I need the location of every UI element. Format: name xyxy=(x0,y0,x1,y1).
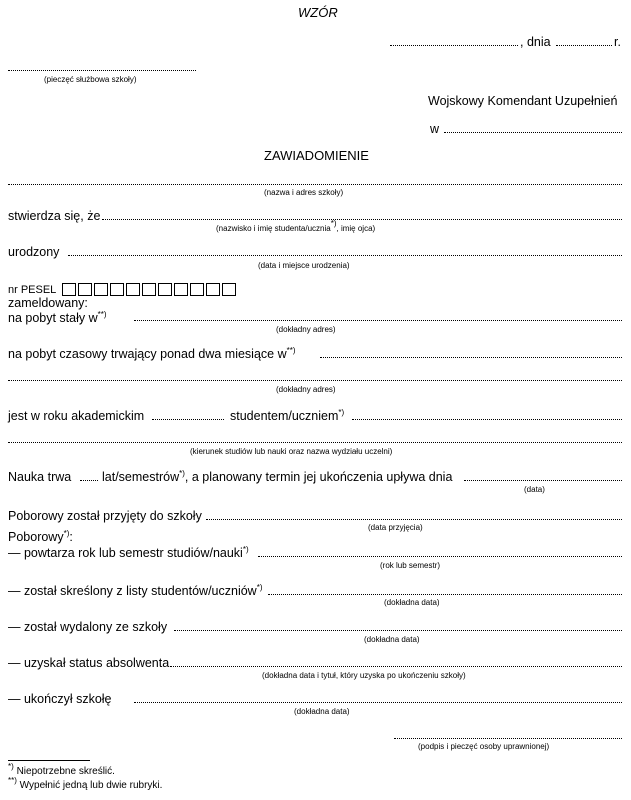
absolwent-label: — uzyskał status absolwenta xyxy=(8,656,170,670)
student-uczen-label: studentem/uczniem*) xyxy=(230,408,345,423)
pobyt-czasowy-caption: (dokładny adres) xyxy=(276,385,336,394)
nauka-label-rest: lat/semestrów*), a planowany termin jej ukończenia upływa dnia xyxy=(102,469,453,484)
expelled-date-field[interactable] xyxy=(174,630,622,631)
addressee-w: w xyxy=(430,122,440,136)
stwierdza-label: stwierdza się, że xyxy=(8,209,101,223)
school-stamp-field[interactable] xyxy=(8,70,196,71)
pesel-digit-box[interactable] xyxy=(94,283,108,296)
year-suffix: r. xyxy=(614,35,621,49)
school-caption: (nazwa i adres szkoły) xyxy=(264,188,344,197)
graduate-field[interactable] xyxy=(170,666,622,667)
addressee: Wojskowy Komendant Uzupełnień xyxy=(428,94,618,108)
urodzony-label: urodzony xyxy=(8,245,60,259)
nauka-label: Nauka trwa xyxy=(8,470,72,484)
stamp-caption: (pieczęć służbowa szkoły) xyxy=(44,75,137,84)
przyjety-caption: (data przyjęcia) xyxy=(368,523,423,532)
duration-field[interactable] xyxy=(80,480,98,481)
academic-year-field[interactable] xyxy=(152,419,224,420)
completed-date-field[interactable] xyxy=(134,702,622,703)
pesel-digit-box[interactable] xyxy=(222,283,236,296)
skreslony-label: — został skreślony z listy studentów/uczniów*) xyxy=(8,583,263,598)
pesel-digit-box[interactable] xyxy=(206,283,220,296)
school-field[interactable] xyxy=(8,184,622,185)
removed-date-field[interactable] xyxy=(268,594,622,595)
pesel-digit-box[interactable] xyxy=(190,283,204,296)
kierunek-caption: (kierunek studiów lub nauki oraz nazwa wydziału uczelni) xyxy=(190,447,393,456)
pesel-digit-box[interactable] xyxy=(126,283,140,296)
field-of-study-field[interactable] xyxy=(8,442,622,443)
wydalony-caption: (dokładna data) xyxy=(364,635,420,644)
powtarza-label: — powtarza rok lub semestr studiów/nauki*) xyxy=(8,545,249,560)
permanent-address-field[interactable] xyxy=(134,320,622,321)
completion-date-field[interactable] xyxy=(464,480,622,481)
pesel-boxes[interactable] xyxy=(62,283,238,296)
date-field[interactable] xyxy=(556,45,612,46)
stwierdza-caption: (nazwisko i imię studenta/ucznia*), imię ojca) xyxy=(216,219,376,233)
absolwent-caption: (dokładna data i tytuł, który uzyska po ukończeniu szkoły) xyxy=(262,671,466,680)
urodzony-caption: (data i miejsce urodzenia) xyxy=(258,261,350,270)
wydalony-label: — został wydalony ze szkoły xyxy=(8,620,168,634)
skreslony-caption: (dokładna data) xyxy=(384,598,440,607)
signature-caption: (podpis i pieczęć osoby uprawnionej) xyxy=(418,742,550,751)
pesel-label: nr PESEL xyxy=(8,284,57,296)
zameldowany-label: zameldowany: xyxy=(8,296,88,310)
ukonczyl-label: — ukończył szkołę xyxy=(8,692,112,706)
date-separator: , dnia xyxy=(520,35,551,49)
pesel-digit-box[interactable] xyxy=(110,283,124,296)
temporary-address-field-2[interactable] xyxy=(8,380,622,381)
document-title: ZAWIADOMIENIE xyxy=(264,148,369,163)
footnote-2: **) Wypełnić jedną lub dwie rubryki. xyxy=(8,776,163,791)
pesel-digit-box[interactable] xyxy=(174,283,188,296)
pesel-digit-box[interactable] xyxy=(142,283,156,296)
nauka-caption: (data) xyxy=(524,485,545,494)
signature-field[interactable] xyxy=(394,738,622,739)
admission-date-field[interactable] xyxy=(206,519,622,520)
birth-field[interactable] xyxy=(68,255,622,256)
pesel-digit-box[interactable] xyxy=(78,283,92,296)
footnote-1: *) Niepotrzebne skreślić. xyxy=(8,762,115,777)
status-field[interactable] xyxy=(352,419,622,420)
student-name-field[interactable] xyxy=(102,219,622,220)
footnote-divider xyxy=(8,760,90,761)
temporary-address-field[interactable] xyxy=(320,357,622,358)
pobyt-staly-caption: (dokładny adres) xyxy=(276,325,336,334)
pobyt-staly-label: na pobyt stały w**) xyxy=(8,310,107,325)
pesel-digit-box[interactable] xyxy=(62,283,76,296)
powtarza-caption: (rok lub semestr) xyxy=(380,561,441,570)
wzor-heading: WZÓR xyxy=(298,5,338,20)
ukonczyl-caption: (dokładna data) xyxy=(294,707,350,716)
rok-label: jest w roku akademickim xyxy=(8,409,145,423)
poborowy-label: Poborowy*): xyxy=(8,529,73,544)
przyjety-label: Poborowy został przyjęty do szkoły xyxy=(8,509,202,523)
addressee-city-field[interactable] xyxy=(444,132,622,133)
pesel-digit-box[interactable] xyxy=(158,283,172,296)
pobyt-czasowy-label: na pobyt czasowy trwający ponad dwa miesiące w**) xyxy=(8,346,296,361)
place-field[interactable] xyxy=(390,45,518,46)
repeat-field[interactable] xyxy=(258,556,622,557)
